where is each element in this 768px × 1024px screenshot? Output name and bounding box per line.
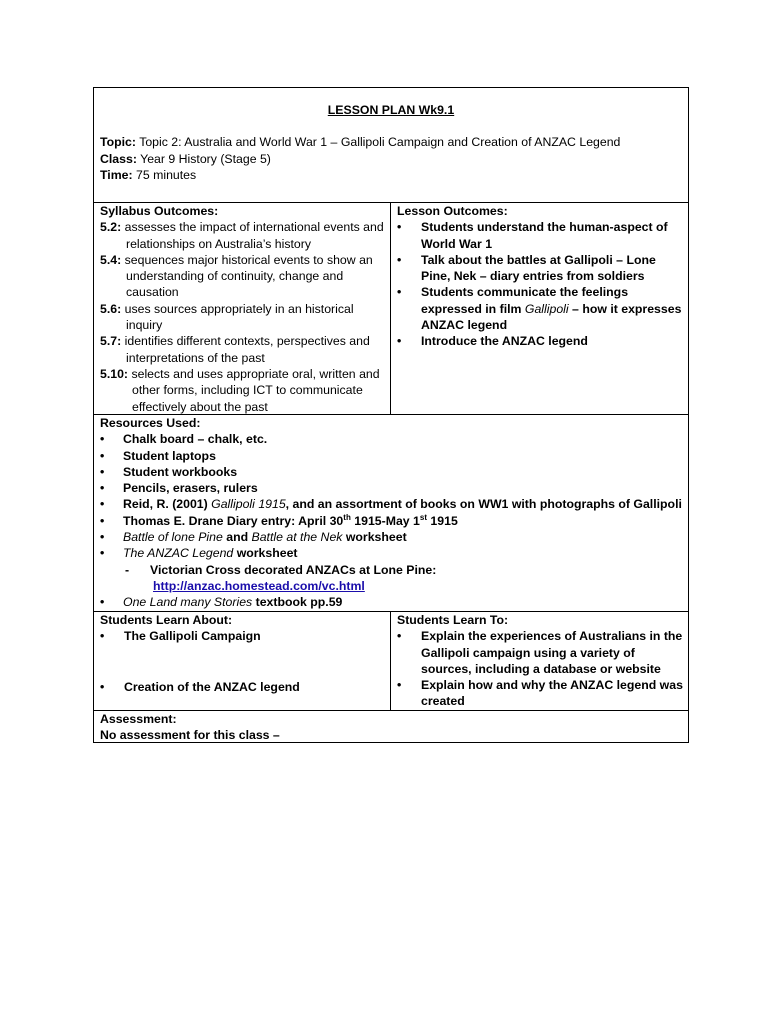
text-segment: and [222, 530, 252, 545]
list-item [397, 628, 684, 677]
text-segment: , and an assortment of books on WW1 with photographs of Gallipoli [285, 497, 682, 512]
worksheet-title: Battle at the Nek [251, 530, 343, 545]
list-item [100, 513, 682, 529]
list-item [100, 431, 682, 447]
bullet-icon: • [100, 629, 105, 644]
bullet-icon: • [397, 678, 402, 693]
list-item [100, 594, 682, 610]
bullet-icon: • [100, 432, 105, 447]
bullet-icon: • [100, 530, 105, 545]
bullet-icon: • [100, 513, 105, 528]
outcome-text: sequences major historical events to show an understanding of continuity, change and causation [124, 252, 373, 300]
text-segment: 1915 [427, 513, 458, 528]
list-item-text: Talk about the battles at Gallipoli – Lone Pine, Nek – diary entries from soldiers [421, 252, 656, 284]
spacer [100, 662, 386, 679]
class-label: Class: [100, 151, 137, 166]
list-item [100, 545, 682, 561]
assessment-section [94, 710, 688, 742]
topic-value: Topic 2: Australia and World War 1 – Gallipoli Campaign and Creation of ANZAC Legend [139, 135, 621, 150]
list-item [100, 333, 386, 366]
bullet-icon: • [397, 220, 402, 235]
outcome-number: 5.4: [100, 252, 122, 267]
class-value: Year 9 History (Stage 5) [140, 151, 271, 166]
list-item-text [123, 513, 458, 529]
list-item-text: Explain the experiences of Australians in the Gallipoli campaign using a variety of sources, including a database or website [421, 629, 683, 676]
list-item [100, 464, 682, 480]
list-item-text: Victorian Cross decorated ANZACs at Lone Pine: [150, 562, 437, 577]
outcome-text: uses sources appropriately in an historical inquiry [124, 301, 354, 333]
learn-about-cell [94, 612, 391, 710]
list-item [397, 252, 684, 285]
bullet-icon: • [100, 546, 105, 561]
assessment-text: No assessment for this class – [100, 728, 280, 743]
list-item-text: Explain how and why the ANZAC legend was created [421, 678, 683, 709]
list-item [100, 578, 682, 594]
list-item [100, 562, 682, 578]
list-item [100, 301, 386, 334]
text-segment: 1915-May 1 [350, 513, 420, 528]
text-segment: Thomas E. Drane Diary entry: April 30 [123, 513, 344, 528]
text-segment: – how it expresses ANZAC legend [421, 301, 682, 333]
dash-icon: - [125, 562, 130, 577]
bullet-icon: • [397, 252, 402, 267]
text-segment: Students communicate the feelings expressed in film [421, 285, 629, 316]
outcome-text: assesses the impact of international events and relationships on Australia’s history [124, 220, 384, 251]
bullet-icon: • [100, 595, 105, 610]
film-title: Gallipoli [524, 301, 569, 316]
worksheet-title: Battle of lone Pine [123, 530, 223, 545]
list-item-text: The Gallipoli Campaign [124, 629, 261, 644]
bullet-icon: • [397, 334, 402, 349]
text-segment: Reid, R. (2001) [123, 497, 212, 512]
list-item-text [421, 284, 684, 333]
bullet-icon: • [100, 679, 105, 694]
list-item-text: Introduce the ANZAC legend [421, 334, 588, 349]
time-value: 75 minutes [136, 167, 197, 182]
text-segment: worksheet [233, 546, 298, 561]
list-item-text: Pencils, erasers, rulers [123, 481, 258, 496]
learn-about-heading: Students Learn About: [100, 613, 233, 627]
resources-section [94, 414, 688, 611]
list-item-text: Students understand the human-aspect of World War 1 [421, 220, 668, 251]
list-item [397, 284, 684, 333]
list-item-text [123, 529, 407, 545]
text-segment: textbook pp.59 [252, 595, 343, 610]
learning-section [94, 611, 688, 710]
ordinal-suffix: th [343, 512, 351, 522]
bullet-icon: • [397, 629, 402, 644]
lesson-outcomes-cell [391, 203, 688, 414]
worksheet-title: The ANZAC Legend [123, 546, 234, 561]
vc-link[interactable]: http://anzac.homestead.com/vc.html [153, 578, 365, 593]
time-line [100, 167, 682, 183]
header-section [94, 88, 688, 202]
outcome-number: 5.7: [100, 334, 122, 349]
outcome-text: selects and uses appropriate oral, written and other forms, including ICT to communicate effectively about the past [131, 366, 380, 414]
text-segment: worksheet [342, 530, 407, 545]
list-item [100, 219, 386, 252]
list-item-text [123, 594, 342, 610]
list-item [100, 496, 682, 512]
page-title: LESSON PLAN Wk9.1 [327, 103, 455, 117]
bullet-icon: • [397, 285, 402, 300]
list-item [100, 480, 682, 496]
list-item [397, 219, 684, 252]
list-item [100, 448, 682, 464]
lesson-plan-table [93, 87, 689, 743]
list-item-text: Creation of the ANZAC legend [124, 679, 300, 694]
outcome-number: 5.6: [100, 301, 122, 316]
bullet-icon: • [100, 481, 105, 496]
list-item [397, 333, 684, 349]
class-line [100, 151, 682, 167]
topic-line [100, 134, 682, 150]
list-item [100, 529, 682, 545]
syllabus-outcomes-cell [94, 203, 391, 414]
list-item-text: Chalk board – chalk, etc. [123, 432, 268, 447]
outcome-number: 5.10: [100, 366, 129, 381]
spacer [100, 645, 386, 662]
list-item [100, 252, 386, 301]
list-item [397, 677, 684, 710]
bullet-icon: • [100, 497, 105, 512]
list-item [100, 679, 386, 695]
syllabus-outcomes-heading: Syllabus Outcomes: [100, 204, 219, 218]
outcomes-section [94, 202, 688, 414]
textbook-title: One Land many Stories [123, 595, 253, 610]
outcome-text: identifies different contexts, perspectives and interpretations of the past [124, 334, 370, 365]
list-item [100, 366, 386, 415]
bullet-icon: • [100, 464, 105, 479]
list-item-text [123, 545, 298, 561]
list-item-text [123, 496, 682, 512]
list-item [100, 628, 386, 644]
book-title: Gallipoli 1915 [211, 497, 286, 512]
list-item-text: Student laptops [123, 448, 216, 463]
lesson-outcomes-heading: Lesson Outcomes: [397, 204, 508, 218]
bullet-icon: • [100, 448, 105, 463]
list-item-text: Student workbooks [123, 464, 238, 479]
topic-label: Topic: [100, 135, 136, 150]
ordinal-suffix: st [419, 512, 428, 522]
learn-to-cell [391, 612, 688, 710]
learn-to-heading: Students Learn To: [397, 613, 509, 627]
resources-heading: Resources Used: [100, 416, 201, 430]
time-label: Time: [100, 167, 133, 182]
assessment-heading: Assessment: [100, 712, 177, 726]
outcome-number: 5.2: [100, 220, 122, 235]
